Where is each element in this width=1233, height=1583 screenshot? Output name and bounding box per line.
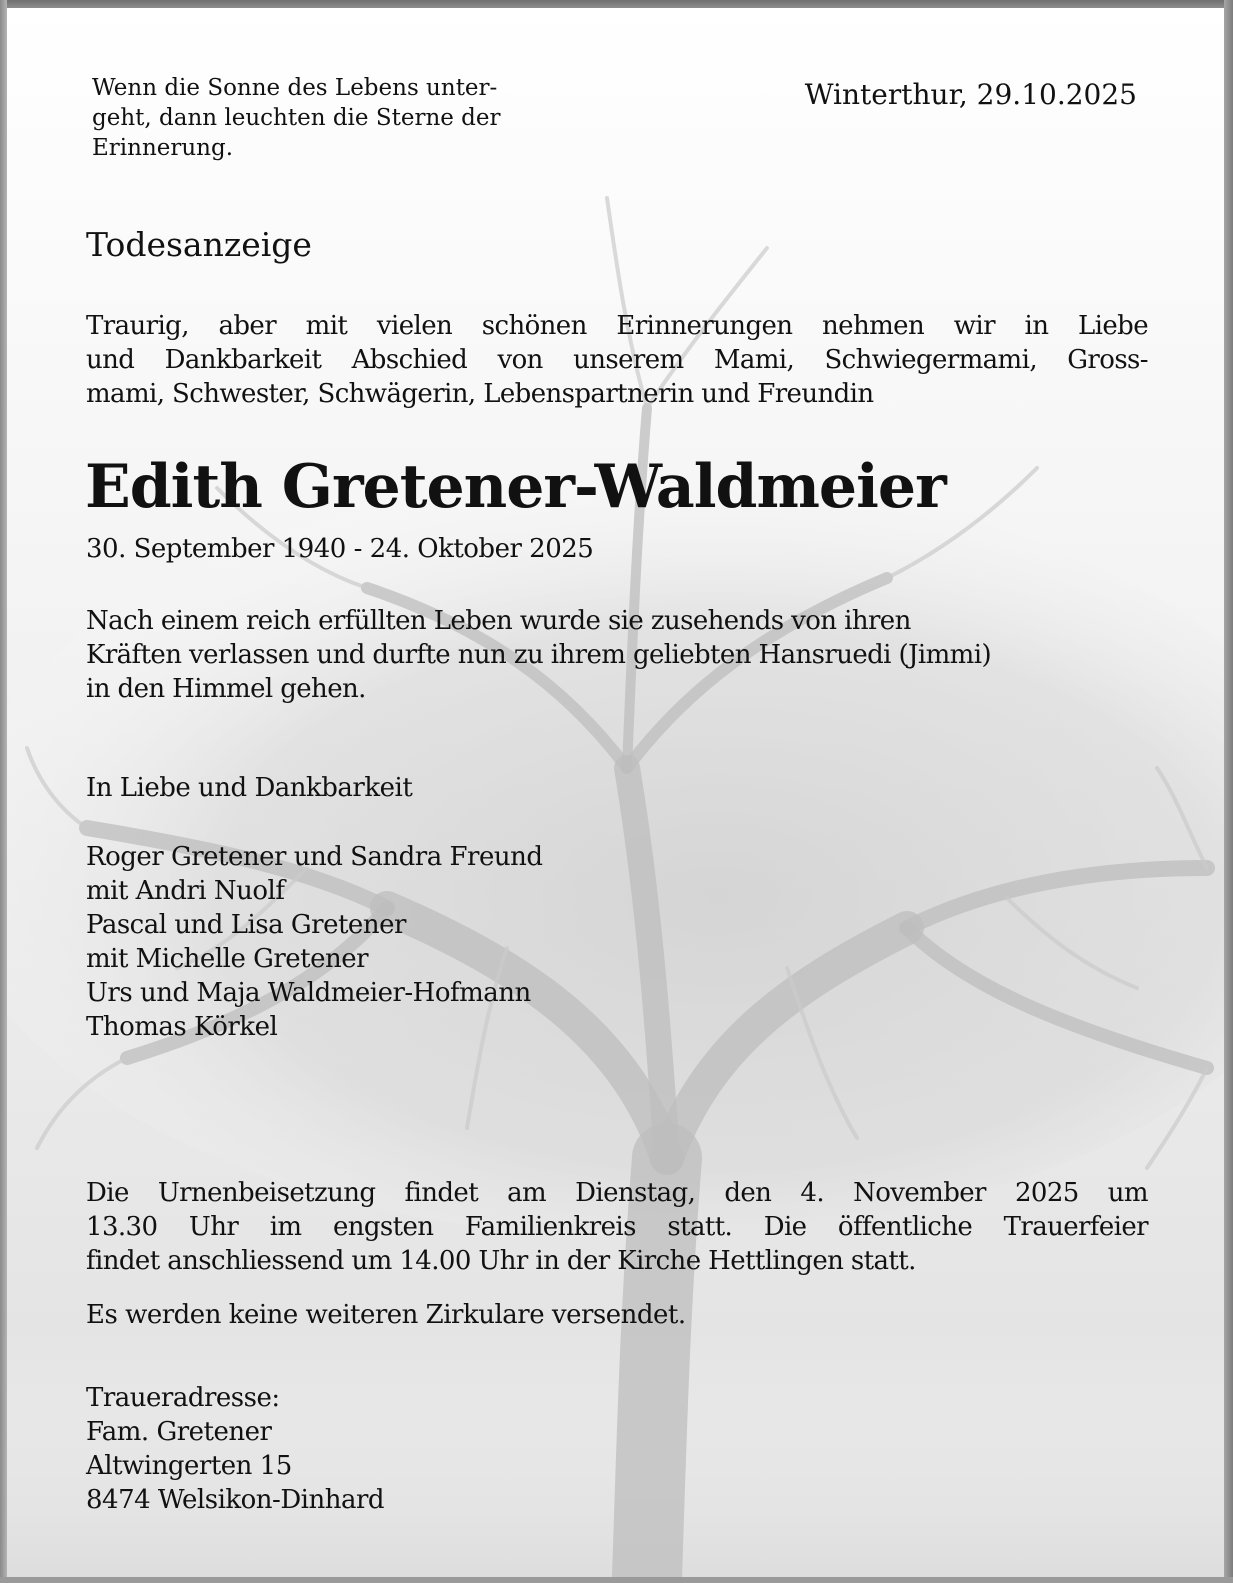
address-line: Altwingerten 15 (86, 1451, 292, 1481)
mourner-line: Pascal und Lisa Gretener (86, 910, 406, 940)
motto-quote (92, 73, 562, 163)
funeral-line: findet anschliessend um 14.00 Uhr in der Kirche Hettlingen statt. (86, 1246, 916, 1276)
life-paragraph-line: Nach einem reich erfüllten Leben wurde sie zusehends von ihren (86, 606, 911, 636)
intro-line: mami, Schwester, Schwägerin, Lebenspartnerin und Freundin (86, 379, 874, 409)
life-paragraph-line: Kräften verlassen und durfte nun zu ihrem geliebten Hansruedi (Jimmi) (86, 640, 991, 670)
motto-line: geht, dann leuchten die Sterne der (92, 105, 501, 131)
funeral-line: 13.30 Uhr im engsten Familienkreis statt. Die öffentliche Trauerfeier (86, 1212, 1148, 1242)
intro-line: Traurig, aber mit vielen schönen Erinnerungen nehmen wir in Liebe (86, 311, 1148, 341)
notice-heading: Todesanzeige (86, 225, 312, 264)
mourners-list (86, 840, 542, 1044)
address-label: Traueradresse: (86, 1383, 280, 1413)
motto-line: Wenn die Sonne des Lebens unter- (92, 75, 498, 101)
mourner-line: mit Michelle Gretener (86, 944, 369, 974)
address-line: Fam. Gretener (86, 1417, 272, 1447)
funeral-line: Die Urnenbeisetzung findet am Dienstag, den 4. November 2025 um (86, 1178, 1148, 1208)
life-paragraph-line: in den Himmel gehen. (86, 674, 366, 704)
mourner-line: Roger Gretener und Sandra Freund (86, 842, 543, 872)
mourner-line: Urs und Maja Waldmeier-Hofmann (86, 978, 531, 1008)
intro-line: und Dankbarkeit Abschied von unserem Mami, Schwiegermami, Gross- (86, 345, 1148, 375)
funeral-details (86, 1176, 1148, 1278)
intro-paragraph (86, 309, 1148, 411)
no-circulars-note: Es werden keine weiteren Zirkulare versendet. (86, 1300, 686, 1330)
mourner-line: mit Andri Nuolf (86, 876, 285, 906)
motto-line: Erinnerung. (92, 135, 234, 161)
life-paragraph (86, 604, 1156, 706)
deceased-name: Edith Gretener-Waldmeier (85, 452, 946, 522)
place-and-date: Winterthur, 29.10.2025 (804, 78, 1137, 111)
life-dates: 30. September 1940 - 24. Oktober 2025 (86, 534, 594, 564)
address-line: 8474 Welsikon-Dinhard (86, 1485, 385, 1515)
closing-phrase: In Liebe und Dankbarkeit (86, 773, 413, 803)
mourning-address (86, 1381, 384, 1517)
mourner-line: Thomas Körkel (86, 1012, 278, 1042)
